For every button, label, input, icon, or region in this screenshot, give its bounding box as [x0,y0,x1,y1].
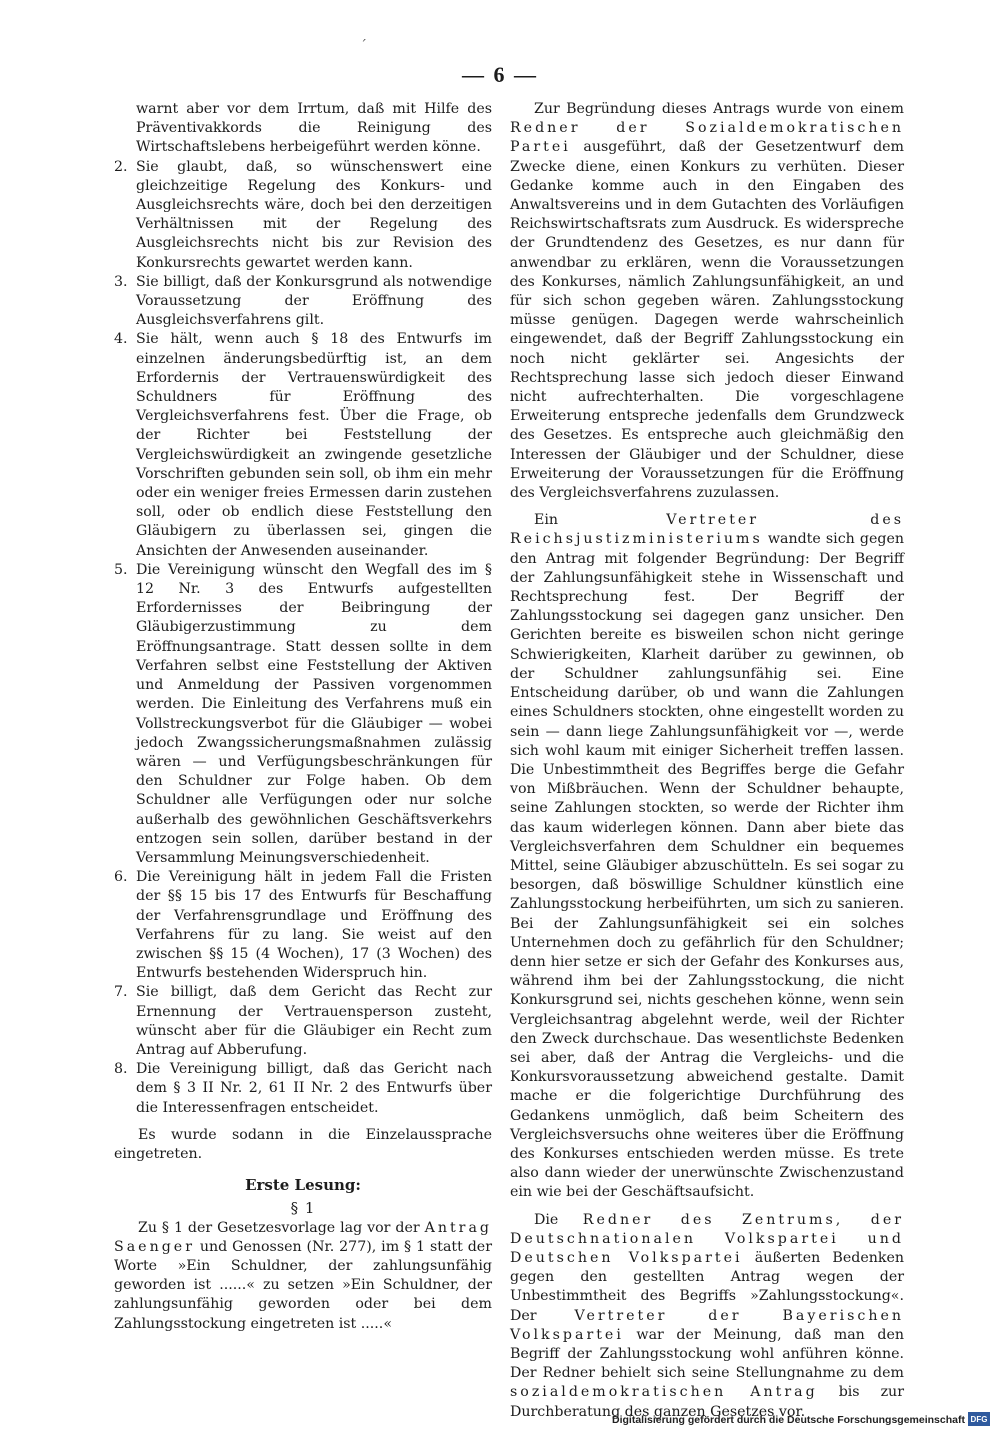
spaced-text: Vertreter des Reichsjustizministeriums [510,512,904,548]
list-item [114,273,492,331]
stray-mark: ´ [360,38,367,54]
dfg-logo: DFG [968,1412,990,1426]
body-paragraph [510,1211,904,1422]
list-item [114,158,492,273]
text-run: ausgeführt, daß der Gesetzentwurf dem Zwecke diene, einen Konkurs zu verhüten. Dieser Gedanke komme auch in den Eingaben des Anwaltsvereins und in dem Gutachten des Vorläufigen Reichswirtschaftsrats zum Ausdruck. Es widerspreche der Grundtendenz des Gesetzes, es nur dann für anwendbar zu erklären, wenn die Voraussetzungen des Konkurses, nämlich Zahlungsunfähigkeit, an und für sich schon gegeben wären. Zahlungsstockung müsse genügen. Dagegen werde wahrscheinlich eingewendet, daß der Begriff Zahlungsstockung ein noch nicht geklärter sei. Angesichts der Rechtsprechung lasse sich jedoch dieser Einwand nicht aufrechterhalten. Die vorgeschlagene Erweiterung entspreche jedenfalls dem Grundzweck des Gesetzes. Es entspreche auch gleichmäßig den Interessen der Gläubiger und der Schuldner, diese Erweiterung der Voraussetzungen für die Eröffnung des Vergleichsverfahrens zuzulassen. [510,139,904,502]
list-item [114,1060,492,1118]
text-run: und Genossen (Nr. 277), im § 1 statt der Worte »Ein Schuldner, der zahlungsunfähig geworden ist ......« zu setzen »Ein Schuldner, der zahlungsunfähig geworden oder bei dem Zahlungsstockung eingetreten ist .....« [114,1238,492,1332]
section-1-paragraph [114,1219,492,1334]
text-run: Zu § 1 der Gesetzesvorlage lag vor der [138,1219,420,1236]
item-number: 5. [114,561,128,578]
text-run: bis zur Durchberatung des ganzen Gesetzes vor. [510,1384,904,1420]
item-text: Sie glaubt, daß, so wünschenswert eine gleichzeitige Regelung des Konkurs- und Ausgleichsrechts wäre, doch bei den derzeitigen Verhältnissen mit der Regelung des Ausgleichsrechts nicht bis zur Revision des Konkursrechts gewartet werden kann. [136,158,492,271]
item-number: 7. [114,984,128,1001]
list-item [114,561,492,868]
list-item [114,868,492,983]
item-number: 2. [114,158,128,175]
text-run: Zur Begründung dieses Antrags wurde von einem [534,101,904,117]
spaced-text: Antrag Saenger [114,1219,492,1255]
item-text: Sie billigt, daß dem Gericht das Recht zur Ernennung der Vertrauensperson zusteht, wünscht aber für die Gläubiger ein Recht zum Antrag auf Abberufung. [136,984,492,1058]
item-text: Sie billigt, daß der Konkursgrund als notwendige Voraussetzung der Eröffnung des Ausgleichsverfahrens gilt. [136,273,492,329]
intro-paragraph: warnt aber vor dem Irrtum, daß mit Hilfe des Präventivakkords die Reinigung des Wirtschaftslebens herbeigeführt werden könne. [136,101,492,156]
list-item [114,330,492,560]
text-run: war der Meinung, daß man den Begriff der Zahlungsstockung wohl anführen könne. Der Redner behielt sich seine Stellungnahme zu dem [510,1326,904,1382]
digitization-credit: Digitalisierung gefördert durch die Deutsche Forschungsgemeinschaft [612,1414,965,1426]
text-run: Ein [534,512,559,529]
section-heading: Erste Lesung: [245,1176,361,1195]
item-number: 4. [114,331,128,348]
closing-paragraph: Es wurde sodann in die Einzelaussprache eingetreten. [114,1126,492,1162]
spaced-text: Redner des Zentrums, der Deutschnationalen Volkspartei und Deutschen Volkspartei [510,1211,904,1266]
spaced-text: sozialdemokratischen Antrag [510,1384,818,1401]
left-column [114,100,492,1334]
body-paragraph [510,100,904,503]
body-paragraph [510,511,904,1202]
text-run: äußerten Bedenken gegen den gestellten Antrag wegen der Unbestimmtheit des Begriffs »Zahlungsstockung«. Der [510,1249,904,1324]
text-run: Die [534,1211,559,1228]
text-run: wandte sich gegen den Antrag mit folgender Begründung: Der Begriff der Zahlungsunfähigkeit stehe in Wissenschaft und Rechtsprechung fest. Der Begriff der Zahlungsstockung sei dagegen ganz unsicher. Den Gerichten bereite es bisweilen schon nicht geringe Schwierigkeiten, Klarheit darüber zu gewinnen, ob der Schuldner zahlungsunfähig sei. Eine Entscheidung darüber, ob und wann die Zahlungen eines Schuldners stockten, ohne eingestellt worden zu sein — dann liege Zahlungsunfähigkeit vor —, werde sich wohl kaum mit einiger Sicherheit treffen lassen. Die Unbestimmtheit des Begriffes berge die Gefahr von Mißbräuchen. Wenn der Schuldner behaupte, seine Zahlungen stockten, so werde der Richter ihm das kaum widerlegen können. Dann aber biete das Vergleichsverfahren dem Schuldner ein bequemes Mittel, seine Gläubiger abzuschütteln. Es sei sogar zu besorgen, daß böswillige Schuldner künstlich eine Zahlungsstockung herbeiführten, um sich zu sanieren. Bei der Zahlungsunfähigkeit sei ein solches Unternehmen doch zu gefährlich für den Schuldner; denn hier setze er sich der Gefahr des Konkurses aus, während ihm bei der Zahlungsstockung, die nicht Konkursgrund sei, nichts geschehen könne, wenn sein Vergleichsantrag abgelehnt werde, weil der Richter den Zweck durchschaue. Das wesentlichste Bedenken sei aber, daß der Antrag die Vergleichs- und die Konkursvoraussetzung abweichend gestalte. Damit mache er die folgerichtige Durchführung des Gedankens unmöglich, daß beim Scheitern des Vergleichsversuchs ohne weiteres über die Eröffnung des Konkurses entschieden werden müsse. Es trete also dann wieder der unerwünschte Zwischenzustand ein wie bei der Geschäftsaufsicht. [510,531,904,1201]
numbered-points [114,158,492,1118]
item-number: 8. [114,1061,128,1078]
paragraph-sign: § 1 [290,1199,316,1218]
item-text: Die Vereinigung hält in jedem Fall die Fristen der §§ 15 bis 17 des Entwurfs für Beschaffung der Verfahrensgrundlage und Eröffnung des Verfahrens für zu lang. Sie weist auf den zwischen §§ 15 (4 Wochen), 17 (3 Wochen) des Entwurfs bestehenden Widerspruch hin. [136,869,492,982]
right-column [510,100,904,1422]
spaced-text: Vertreter der Bayerischen Volkspartei [510,1307,905,1343]
item-number: 3. [114,273,128,290]
page-number: — 6 — [462,62,538,87]
spaced-text: Redner der Sozialdemokratischen Partei [510,120,904,156]
item-text: Sie hält, wenn auch § 18 des Entwurfs im einzelnen änderungsbedürftig ist, an dem Erfordernis der Vertrauenswürdigkeit des Schuldners für Eröffnung des Vergleichsverfahrens fest. Über die Frage, ob der Richter bei Feststellung der Vergleichswürdigkeit an zwingende gesetzliche Vorschriften gebunden sein soll, ob ihm ein mehr oder ein weniger freies Ermessen darin zustehen soll, oder ob endlich diese Feststellung den Gläubigern zu überlassen sei, gingen die Ansichten der Anwesenden auseinander. [136,331,492,559]
list-item [114,983,492,1060]
item-text: Die Vereinigung wünscht den Wegfall des im § 12 Nr. 3 des Entwurfs aufgestellten Erfordernisses der Beibringung der Gläubigerzustimmung zu dem Eröffnungsantrage. Statt dessen sollte in dem Verfahren selbst eine Feststellung der Aktiven und Anmeldung der Passiven vorgenommen werden. Die Einleitung des Verfahrens muß ein Vollstreckungsverbot für die Gläubiger — wobei jedoch Zwangssicherungsmaßnahmen zulässig wären — und Verfügungsbeschränkungen für den Schuldner zur Folge haben. Ob dem Schuldner alle Verfügungen oder nur solche außerhalb des gewöhnlichen Geschäftsverkehrs entzogen sein sollen, darüber bestand in der Versammlung Meinungsverschiedenheit. [136,561,492,866]
item-number: 6. [114,869,128,886]
item-text: Die Vereinigung billigt, daß das Gericht nach dem § 3 II Nr. 2, 61 II Nr. 2 des Entwurfs über die Interessenfragen entscheidet. [136,1061,492,1116]
